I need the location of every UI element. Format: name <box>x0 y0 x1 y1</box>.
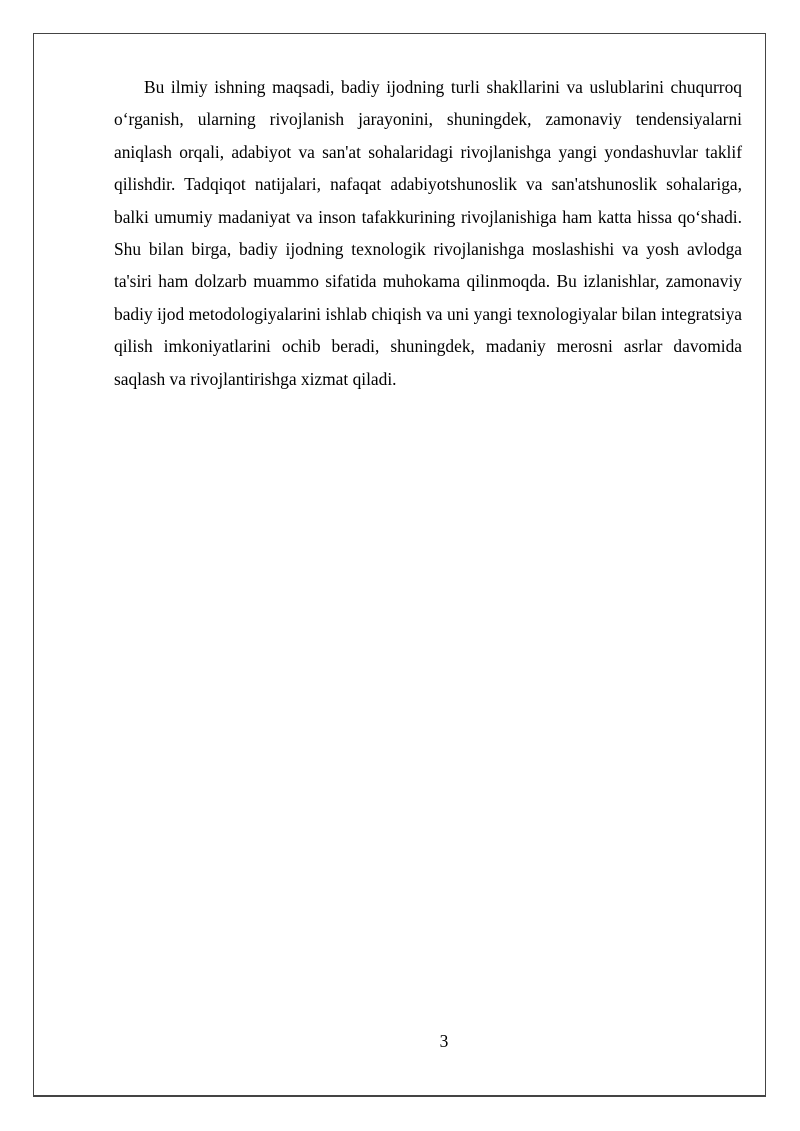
page-number: 3 <box>439 1031 449 1051</box>
body-paragraph: Bu ilmiy ishning maqsadi, badiy ijodning turli shakllarini va uslublarini chuqurroq o‘rganish, ularning rivojlanish jarayonini, shuningdek, zamonaviy tendensiyalarni aniqlash orqali, adabiyot va san'at sohalaridagi rivojlanishga yangi yondashuvlar taklif qilishdir. Tadqiqot natijalari, nafaqat adabiyotshunoslik va san'atshunoslik sohalariga, balki umumiy madaniyat va inson tafakkurining rivojlanishiga ham katta hissa qo‘shadi. Shu bilan birga, badiy ijodning texnologik rivojlanishga moslashishi va yosh avlodga ta'siri ham dolzarb muammo sifatida muhokama qilinmoqda. Bu izlanishlar, zamonaviy badiy ijod metodologiyalarini ishlab chiqish va uni yangi texnologiyalar bilan integratsiya qilish imkoniyatlarini ochib beradi, shuningdek, madaniy merosni asrlar davomida saqlash va rivojlantirishga xizmat qiladi. <box>114 77 742 389</box>
